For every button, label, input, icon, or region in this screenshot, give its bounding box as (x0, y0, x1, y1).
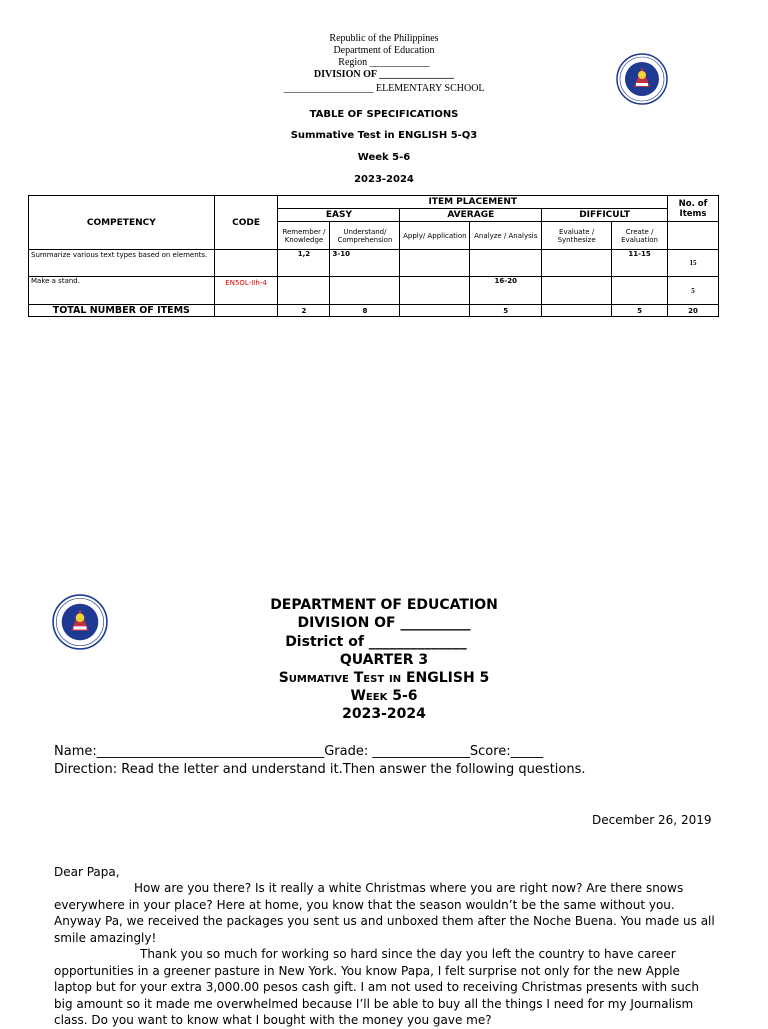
cell-total: 15 (668, 250, 719, 277)
cell-analyze: 16-20 (470, 277, 542, 305)
name-grade-score-line: Name:___________________________________Grade: _______________Score:_____ (54, 744, 544, 759)
table-row (29, 250, 719, 277)
cell-apply (400, 277, 470, 305)
letter-salutation: Dear Papa, (54, 865, 120, 879)
th-create: Create / Evaluation (612, 222, 668, 250)
cell-total-evaluate (542, 305, 612, 317)
direction-text: Direction: Read the letter and understand it.Then answer the following questions. (54, 762, 586, 777)
test-department: DEPARTMENT OF EDUCATION (270, 597, 498, 613)
cell-understand (330, 277, 400, 305)
tos-title: TABLE OF SPECIFICATIONS (309, 109, 459, 120)
table-total-row (29, 305, 719, 317)
tos-test-title: Summative Test in ENGLISH 5-Q3 (290, 130, 478, 141)
test-year: 2023-2024 (342, 706, 426, 722)
header-department: Department of Education (333, 45, 435, 56)
test-division: DIVISION OF __________ (297, 615, 471, 631)
cell-total-understand: 8 (330, 305, 400, 317)
table-row (29, 277, 719, 305)
cell-total-code (214, 305, 278, 317)
cell-create: 11-15 (612, 250, 668, 277)
cell-create (612, 277, 668, 305)
cell-total-create: 5 (612, 305, 668, 317)
header-division: DIVISION OF _______________ (313, 69, 455, 80)
header-region: Region ____________ (338, 57, 430, 68)
th-evaluate: Evaluate / Synthesize (542, 222, 612, 250)
cell-analyze (470, 250, 542, 277)
th-no-items-blank (668, 222, 719, 250)
th-remember: Remember / Knowledge (278, 222, 330, 250)
specifications-table (28, 195, 719, 317)
test-district: District of ______________ (285, 634, 467, 650)
th-analyze: Analyze / Analysis (470, 222, 542, 250)
th-competency: COMPETENCY (29, 196, 215, 250)
tos-week: Week 5-6 (357, 152, 411, 163)
cell-competency: Summarize various text types based on elements. (29, 250, 215, 277)
cell-total-total: 20 (668, 305, 719, 317)
cell-total-analyze: 5 (470, 305, 542, 317)
letter-paragraph-2: Thank you so much for working so hard since the day you left the country to have career opportunities in a greener pasture in New York. You know Papa, I felt surprise not only for the new Apple laptop but for your extra 3,000.00 pesos cash gift. I am not used to receiving Christmas presents with such big amount so it made me overwhelmed because I’ll be able to buy all the things I need for my Journalism class. Do you want to know what I bought with the money you gave me? (54, 947, 699, 1027)
header-school: __________________ ELEMENTARY SCHOOL (283, 83, 485, 94)
cell-remember: 1,2 (278, 250, 330, 277)
cell-code: EN5OL-IIh-4 (214, 277, 278, 305)
cell-code (214, 250, 278, 277)
th-easy: EASY (278, 209, 400, 222)
letter-date: December 26, 2019 (592, 813, 712, 827)
test-week: Week 5-6 (350, 688, 418, 704)
test-title: Summative Test in ENGLISH 5 (278, 670, 490, 686)
test-quarter: QUARTER 3 (339, 652, 429, 668)
cell-total-label: TOTAL NUMBER OF ITEMS (29, 305, 215, 317)
cell-total: 5 (668, 277, 719, 305)
cell-apply (400, 250, 470, 277)
cell-understand: 3-10 (330, 250, 400, 277)
th-understand: Understand/ Comprehension (330, 222, 400, 250)
cell-remember (278, 277, 330, 305)
letter-paragraph-1: How are you there? Is it really a white Christmas where you are right now? Are there snows everywhere in your place? Here at home, you know that the season wouldn’t be the same without you. Anyway Pa, we received the packages you sent us and unboxed them after the Noche Buena. You made us all smile amazingly! (54, 881, 715, 945)
header-republic: Republic of the Philippines (329, 33, 439, 44)
deped-seal-icon (616, 53, 668, 105)
th-no-items: No. of Items (668, 196, 719, 222)
tos-year: 2023-2024 (354, 174, 414, 185)
th-difficult: DIFFICULT (542, 209, 668, 222)
th-apply: Apply/ Application (400, 222, 470, 250)
cell-total-remember: 2 (278, 305, 330, 317)
cell-total-apply (400, 305, 470, 317)
cell-evaluate (542, 277, 612, 305)
th-code: CODE (214, 196, 278, 250)
cell-evaluate (542, 250, 612, 277)
th-item-placement: ITEM PLACEMENT (278, 196, 668, 209)
th-average: AVERAGE (400, 209, 542, 222)
cell-competency: Make a stand. (29, 277, 215, 305)
